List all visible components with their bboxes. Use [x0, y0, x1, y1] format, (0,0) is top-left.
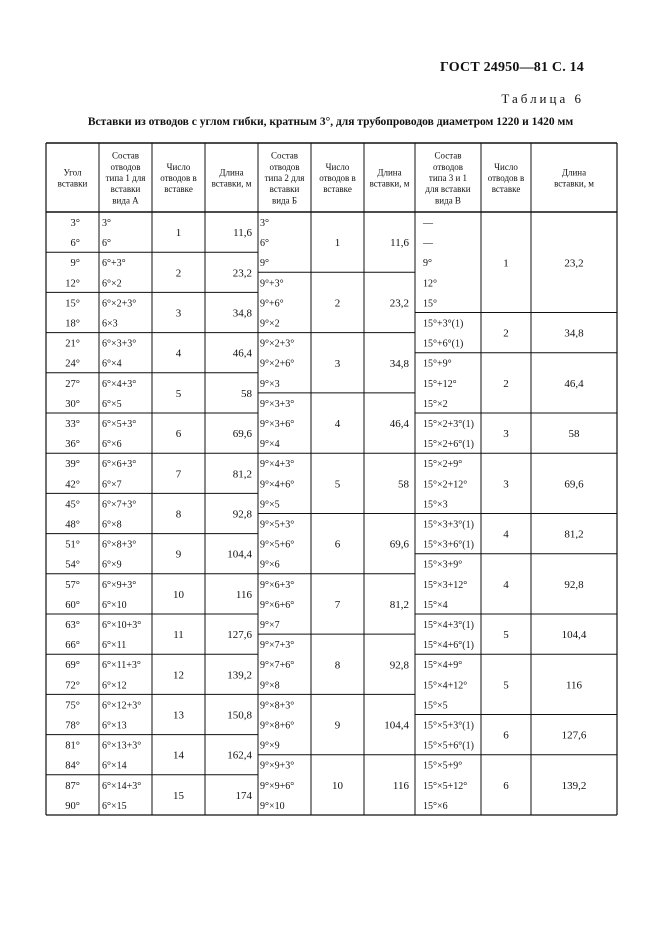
- count-a: 1: [175, 227, 182, 240]
- angle-cell: 48°: [65, 519, 80, 531]
- type2-cell: 9°×7+3°: [260, 640, 295, 652]
- column-header: Состав: [111, 150, 140, 161]
- angle-cell: 45°: [65, 499, 80, 511]
- type3-cell: 9°: [423, 258, 432, 270]
- type3-cell: 15°×3+6°(1): [423, 539, 474, 551]
- type2-cell: 6°: [260, 238, 269, 250]
- count-a: 14: [173, 749, 184, 762]
- angle-cell: 21°: [65, 338, 80, 350]
- type1-cell: 6°×3+3°: [102, 338, 137, 350]
- type3-cell: —: [423, 238, 433, 250]
- length-c: 34,8: [564, 327, 584, 340]
- column-header: типа 1 для: [105, 173, 146, 183]
- type2-cell: 9°×5+3°: [260, 519, 295, 531]
- length-a: 174: [235, 789, 252, 802]
- length-c: 23,2: [564, 257, 584, 270]
- count-c: 4: [503, 528, 509, 541]
- angle-cell: 39°: [65, 459, 80, 471]
- column-header: вида А: [112, 195, 139, 206]
- type1-cell: 6°: [102, 238, 111, 250]
- column-header: отводов: [432, 161, 464, 172]
- type1-cell: 6°×10: [102, 599, 127, 611]
- length-c: 46,4: [564, 377, 584, 390]
- length-a: 34,8: [232, 307, 252, 320]
- type1-cell: 6°×12+3°: [102, 700, 142, 712]
- column-header: типа 3 и 1: [428, 173, 468, 183]
- column-header: вставки, м: [211, 178, 252, 189]
- length-b: 46,4: [389, 418, 409, 431]
- length-a: 69,6: [232, 428, 252, 441]
- column-header: отводов в: [487, 173, 525, 183]
- count-b: 3: [334, 357, 341, 370]
- angle-cell: 66°: [65, 640, 80, 652]
- count-a: 12: [173, 669, 184, 682]
- type3-cell: 15°×5+9°: [423, 760, 463, 772]
- column-header: типа 2 для: [264, 173, 305, 183]
- type1-cell: 6°×11: [102, 640, 127, 652]
- type1-cell: 6°×13: [102, 720, 127, 732]
- type1-cell: 6°×11+3°: [102, 660, 141, 672]
- count-c: 1: [503, 257, 509, 270]
- type3-cell: 15°×5+12°: [423, 780, 468, 792]
- type1-cell: 6°×15: [102, 800, 127, 812]
- type1-cell: 6°×4: [102, 358, 122, 370]
- count-b: 8: [334, 659, 341, 672]
- type1-cell: 6°×7+3°: [102, 499, 137, 511]
- type1-cell: 6×3: [102, 318, 118, 330]
- angle-cell: 27°: [65, 378, 80, 390]
- length-b: 81,2: [389, 598, 409, 611]
- type2-cell: 9°×2+6°: [260, 358, 295, 370]
- count-b: 6: [334, 538, 341, 551]
- length-b: 34,8: [389, 357, 409, 370]
- count-c: 5: [503, 629, 509, 642]
- type3-cell: 15°×2: [423, 398, 448, 410]
- type3-cell: 15°×2+12°: [423, 479, 468, 491]
- angle-cell: 78°: [65, 720, 80, 732]
- type3-cell: 15°+6°(1): [423, 338, 464, 350]
- type1-cell: 6°×9: [102, 559, 122, 571]
- type2-cell: 9°×6: [260, 559, 280, 571]
- length-a: 46,4: [232, 347, 252, 360]
- count-a: 2: [175, 267, 182, 280]
- count-c: 2: [503, 377, 509, 390]
- column-header: вставке: [491, 184, 521, 195]
- count-c: 6: [503, 729, 509, 742]
- length-a: 92,8: [232, 508, 252, 521]
- length-c: 127,6: [561, 729, 587, 742]
- type1-cell: 6°+3°: [102, 258, 126, 270]
- angle-cell: 9°: [70, 258, 80, 270]
- length-b: 58: [398, 478, 409, 491]
- length-a: 104,4: [227, 548, 252, 561]
- angle-cell: 84°: [65, 760, 80, 772]
- length-b: 23,2: [389, 297, 409, 310]
- column-header: вида Б: [271, 195, 298, 206]
- type3-cell: 15°×2+6°(1): [423, 439, 474, 451]
- type1-cell: 6°×10+3°: [102, 620, 142, 631]
- type3-cell: 15°×2+3°(1): [423, 419, 474, 430]
- type1-cell: 6°×2: [102, 278, 122, 290]
- angle-cell: 42°: [65, 479, 80, 491]
- type2-cell: 9°×5: [260, 499, 280, 511]
- angle-cell: 54°: [65, 559, 80, 571]
- length-a: 150,8: [227, 709, 252, 722]
- type3-cell: 15°×3: [423, 499, 448, 511]
- table-caption: Вставки из отводов с углом гибки, кратным 3°, для трубопроводов диаметром 1220 и 1420 мм: [87, 116, 574, 128]
- count-a: 8: [175, 508, 182, 521]
- length-a: 116: [235, 588, 252, 601]
- type1-cell: 6°×5+3°: [102, 419, 137, 430]
- angle-cell: 33°: [65, 419, 80, 430]
- count-b: 5: [334, 478, 341, 491]
- count-a: 11: [173, 629, 184, 642]
- count-b: 4: [334, 418, 341, 431]
- type2-cell: 9°×2+3°: [260, 338, 295, 350]
- angle-cell: 18°: [65, 318, 80, 330]
- type3-cell: 15°×4+3°(1): [423, 620, 474, 631]
- type1-cell: 6°×9+3°: [102, 579, 137, 591]
- column-header: Длина: [377, 167, 402, 178]
- type2-cell: 3°: [260, 218, 269, 229]
- length-b: 11,6: [390, 237, 409, 250]
- length-c: 104,4: [561, 629, 587, 642]
- type2-cell: 9°×3: [260, 378, 280, 390]
- type2-cell: 9°×8+6°: [260, 720, 295, 732]
- type3-cell: 15°×5: [423, 700, 448, 712]
- length-a: 127,6: [227, 629, 252, 642]
- column-header: вставки: [269, 184, 300, 195]
- count-a: 10: [173, 588, 184, 601]
- type2-cell: 9°×4+6°: [260, 479, 295, 491]
- length-a: 139,2: [227, 669, 252, 682]
- column-header: Длина: [561, 167, 587, 178]
- type3-cell: 15°×5+3°(1): [423, 720, 474, 732]
- length-a: 23,2: [232, 267, 252, 280]
- column-header: вставки: [57, 178, 88, 189]
- count-c: 5: [503, 679, 509, 692]
- angle-cell: 30°: [65, 398, 80, 410]
- type3-cell: 15°×4: [423, 599, 448, 611]
- angle-cell: 12°: [65, 278, 80, 290]
- count-b: 2: [334, 297, 341, 310]
- type2-cell: 9°×5+6°: [260, 539, 295, 551]
- count-a: 3: [175, 307, 182, 320]
- length-b: 69,6: [389, 538, 409, 551]
- type1-cell: 6°×4+3°: [102, 378, 137, 390]
- type2-cell: 9°×7+6°: [260, 660, 295, 672]
- type2-cell: 9°×6+6°: [260, 599, 295, 611]
- angle-cell: 87°: [65, 780, 80, 792]
- length-c: 81,2: [564, 528, 584, 541]
- count-c: 3: [503, 428, 509, 441]
- type1-cell: 6°×12: [102, 680, 127, 692]
- type3-cell: —: [423, 218, 433, 229]
- column-header: Состав: [434, 150, 462, 161]
- type3-cell: 15°×4+9°: [423, 660, 463, 672]
- type3-cell: 15°+12°: [423, 378, 457, 390]
- type2-cell: 9°×9+3°: [260, 760, 295, 772]
- column-header: Число: [325, 161, 350, 172]
- type2-cell: 9°×8+3°: [260, 700, 295, 712]
- type1-cell: 6°×2+3°: [102, 298, 137, 310]
- count-a: 9: [175, 548, 182, 561]
- type2-cell: 9°+3°: [260, 278, 284, 290]
- count-a: 15: [173, 789, 184, 802]
- table-label: Таблица 6: [501, 91, 584, 106]
- column-header: вставке: [323, 184, 352, 195]
- angle-cell: 90°: [65, 800, 80, 812]
- type1-cell: 6°×14+3°: [102, 780, 142, 792]
- length-b: 116: [392, 779, 409, 792]
- angle-cell: 3°: [70, 218, 80, 229]
- count-b: 10: [332, 779, 343, 792]
- column-header: вставки, м: [369, 178, 410, 189]
- type2-cell: 9°×3+6°: [260, 419, 295, 430]
- count-b: 7: [334, 598, 341, 611]
- angle-cell: 15°: [65, 298, 80, 310]
- count-c: 3: [503, 478, 509, 491]
- type2-cell: 9°×6+3°: [260, 579, 295, 591]
- angle-cell: 63°: [65, 620, 80, 631]
- column-header: вида В: [435, 195, 461, 206]
- length-c: 69,6: [564, 478, 584, 491]
- type3-cell: 15°+3°(1): [423, 318, 464, 330]
- count-a: 13: [173, 709, 184, 722]
- type1-cell: 6°×14: [102, 760, 127, 772]
- type2-cell: 9°×4+3°: [260, 459, 295, 471]
- type3-cell: 15°×3+12°: [423, 579, 468, 591]
- type1-cell: 6°×6: [102, 439, 122, 451]
- count-c: 4: [503, 578, 509, 591]
- column-header: Число: [166, 161, 191, 172]
- column-header: вставке: [164, 184, 193, 195]
- angle-cell: 69°: [65, 660, 80, 672]
- type3-cell: 15°×4+6°(1): [423, 640, 474, 652]
- type3-cell: 15°×5+6°(1): [423, 740, 474, 752]
- angle-cell: 57°: [65, 579, 80, 591]
- type1-cell: 6°×5: [102, 398, 122, 410]
- type3-cell: 12°: [423, 278, 437, 290]
- angle-cell: 60°: [65, 599, 80, 611]
- column-header: Состав: [270, 150, 299, 161]
- count-b: 9: [334, 719, 341, 732]
- count-c: 6: [503, 779, 509, 792]
- column-header: Число: [494, 161, 518, 172]
- count-c: 2: [503, 327, 509, 340]
- type1-cell: 3°: [102, 218, 111, 229]
- length-c: 116: [565, 679, 583, 692]
- type1-cell: 6°×6+3°: [102, 459, 137, 471]
- length-c: 92,8: [564, 578, 584, 591]
- count-a: 4: [175, 347, 182, 360]
- page-header: ГОСТ 24950—81 С. 14: [440, 60, 584, 75]
- type3-cell: 15°: [423, 298, 437, 310]
- type2-cell: 9°×9: [260, 740, 280, 752]
- type2-cell: 9°×4: [260, 439, 280, 451]
- angle-cell: 6°: [70, 238, 80, 250]
- column-header: вставки: [110, 184, 141, 195]
- type3-cell: 15°+9°: [423, 358, 452, 370]
- length-a: 81,2: [232, 468, 252, 481]
- column-header: отводов: [110, 161, 141, 172]
- type2-cell: 9°×7: [260, 620, 280, 631]
- length-b: 92,8: [389, 659, 409, 672]
- angle-cell: 51°: [65, 539, 80, 551]
- type3-cell: 15°×4+12°: [423, 680, 468, 692]
- length-a: 58: [241, 387, 252, 400]
- length-b: 104,4: [384, 719, 409, 732]
- count-a: 5: [175, 387, 182, 400]
- column-header: отводов: [269, 161, 300, 172]
- count-a: 7: [175, 468, 182, 481]
- length-a: 11,6: [233, 227, 252, 240]
- angle-cell: 24°: [65, 358, 80, 370]
- type1-cell: 6°×13+3°: [102, 740, 142, 752]
- type2-cell: 9°×3+3°: [260, 398, 295, 410]
- type2-cell: 9°×8: [260, 680, 280, 692]
- type3-cell: 15°×3+3°(1): [423, 519, 474, 531]
- angle-cell: 75°: [65, 700, 80, 712]
- type2-cell: 9°×9+6°: [260, 780, 295, 792]
- column-header: Угол: [63, 167, 82, 178]
- length-a: 162,4: [227, 749, 252, 762]
- type3-cell: 15°×3+9°: [423, 559, 463, 571]
- type2-cell: 9°×10: [260, 800, 285, 812]
- column-header: отводов в: [319, 173, 356, 183]
- angle-cell: 72°: [65, 680, 80, 692]
- length-c: 139,2: [561, 779, 587, 792]
- count-a: 6: [175, 428, 182, 441]
- type3-cell: 15°×2+9°: [423, 459, 463, 471]
- column-header: для вставки: [425, 184, 471, 195]
- angle-cell: 36°: [65, 439, 80, 451]
- length-c: 58: [568, 428, 580, 441]
- type2-cell: 9°: [260, 258, 269, 270]
- type2-cell: 9°+6°: [260, 298, 284, 310]
- column-header: вставки, м: [554, 178, 594, 189]
- count-b: 1: [334, 237, 341, 250]
- column-header: Длина: [219, 167, 244, 178]
- angle-cell: 81°: [65, 740, 80, 752]
- type2-cell: 9°×2: [260, 318, 280, 330]
- column-header: отводов в: [160, 173, 197, 183]
- type1-cell: 6°×8+3°: [102, 539, 137, 551]
- type1-cell: 6°×8: [102, 519, 122, 531]
- type1-cell: 6°×7: [102, 479, 122, 491]
- type3-cell: 15°×6: [423, 800, 448, 812]
